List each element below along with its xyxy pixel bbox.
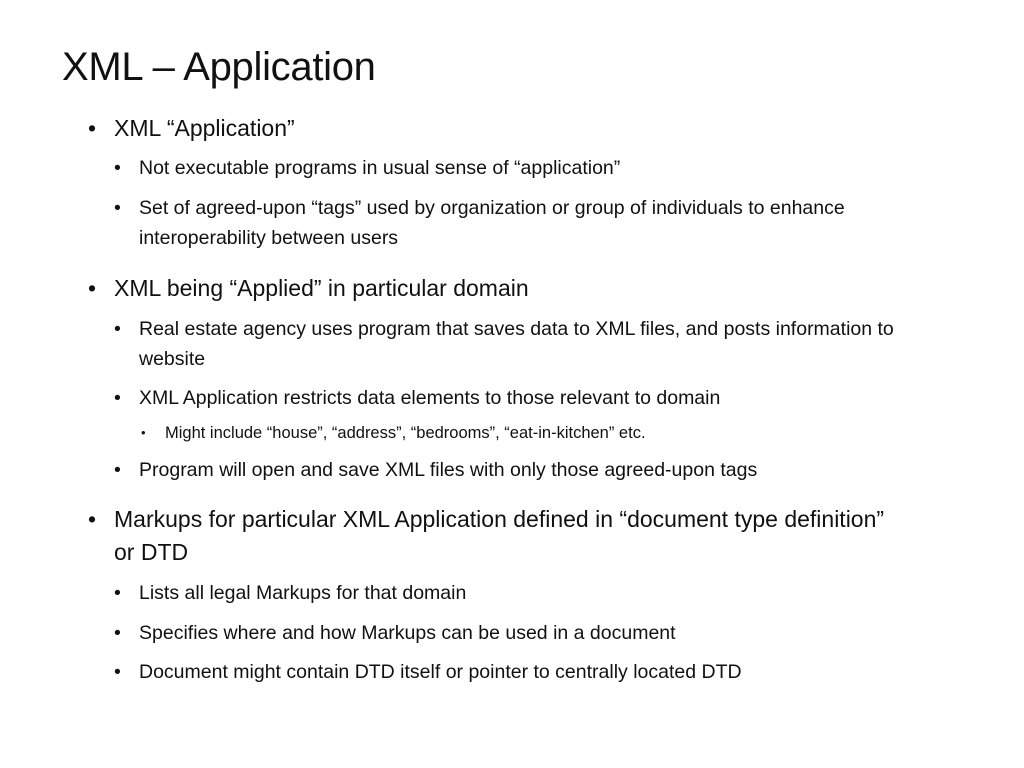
bullet-item-level2	[114, 657, 914, 687]
bullet-icon: •	[88, 275, 97, 301]
bullet-item-level1	[88, 272, 908, 305]
bullet-item-level2	[114, 383, 914, 413]
bullet-item-level2	[114, 153, 914, 183]
bullet-item-level2	[114, 193, 914, 253]
bullet-text: XML being “Applied” in particular domain	[114, 275, 529, 301]
bullet-icon: •	[114, 318, 121, 340]
bullet-item-level2	[114, 314, 914, 374]
bullet-text: Set of agreed-upon “tags” used by organization or group of individuals to enhance interoperability between users	[139, 197, 845, 249]
bullet-icon: •	[114, 197, 121, 219]
bullet-item-level1	[88, 503, 908, 569]
slide-title: XML – Application	[62, 45, 376, 89]
bullet-icon: •	[114, 387, 121, 409]
bullet-text: XML “Application”	[114, 115, 295, 141]
bullet-icon: •	[114, 157, 121, 179]
bullet-icon: •	[88, 115, 97, 141]
bullet-item-level1	[88, 112, 908, 145]
bullet-item-level2	[114, 455, 914, 485]
bullet-text: Markups for particular XML Application defined in “document type definition” or DTD	[114, 506, 885, 565]
bullet-icon: •	[114, 459, 121, 481]
bullet-text: Real estate agency uses program that saves data to XML files, and posts information to website	[139, 318, 894, 370]
bullet-text: Program will open and save XML files with only those agreed-upon tags	[139, 459, 758, 481]
bullet-icon: •	[114, 582, 121, 604]
bullet-text: XML Application restricts data elements to those relevant to domain	[139, 387, 721, 409]
bullet-icon: •	[114, 622, 121, 644]
bullet-text: Might include “house”, “address”, “bedrooms”, “eat-in-kitchen” etc.	[165, 424, 646, 442]
bullet-icon: •	[88, 506, 97, 532]
bullet-text: Specifies where and how Markups can be used in a document	[139, 622, 676, 644]
bullet-item-level2	[114, 618, 914, 648]
bullet-icon: •	[114, 661, 121, 683]
bullet-icon: •	[141, 425, 146, 440]
bullet-item-level3	[141, 421, 901, 445]
bullet-text: Not executable programs in usual sense of “application”	[139, 157, 621, 179]
bullet-text: Lists all legal Markups for that domain	[139, 582, 467, 604]
bullet-item-level2	[114, 578, 914, 608]
bullet-text: Document might contain DTD itself or pointer to centrally located DTD	[139, 661, 742, 683]
